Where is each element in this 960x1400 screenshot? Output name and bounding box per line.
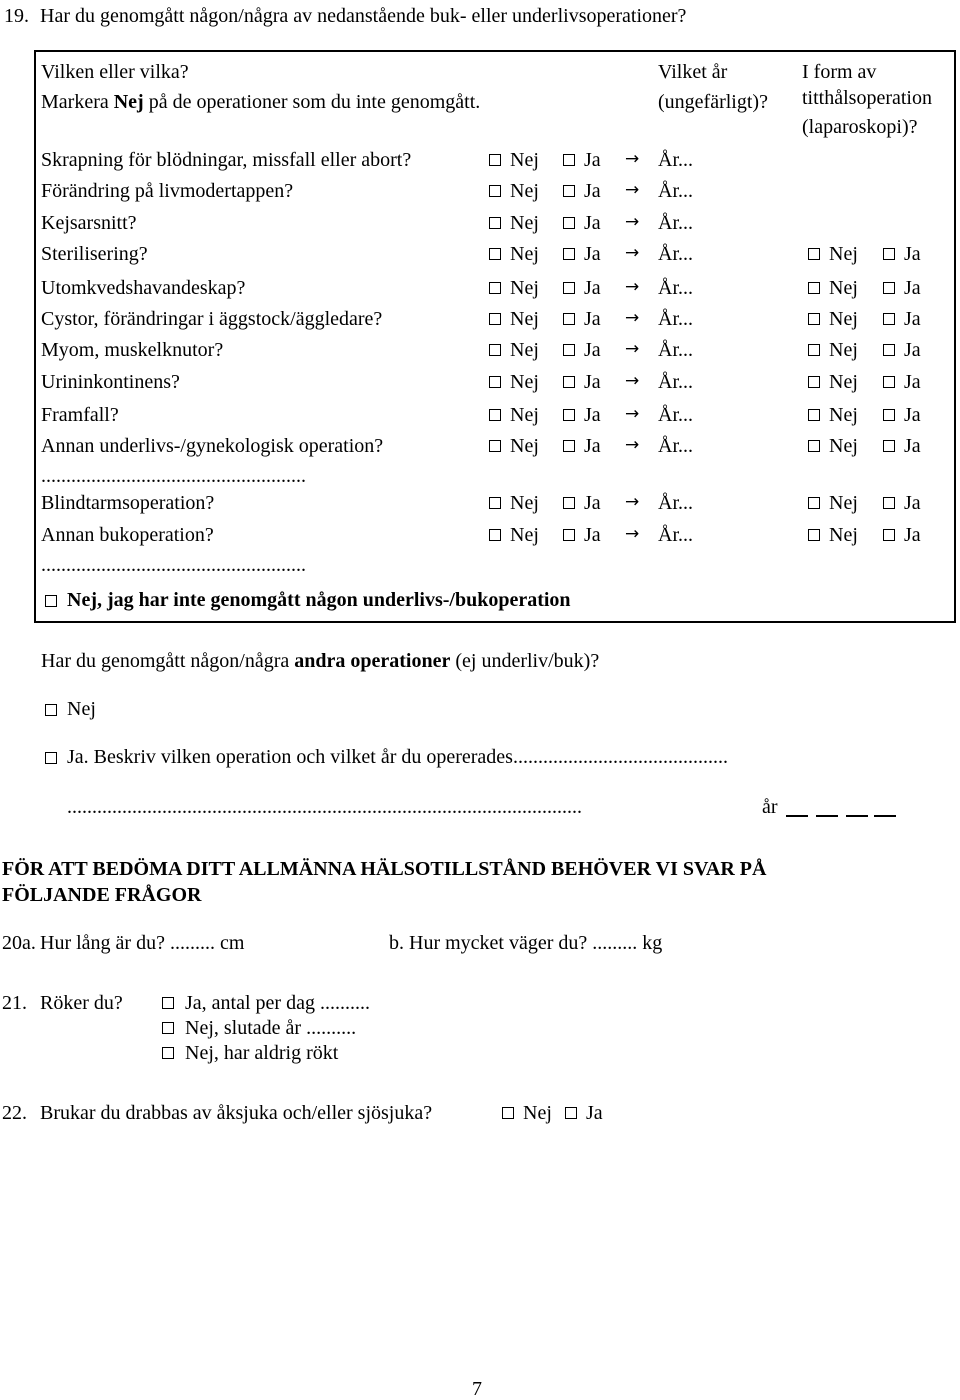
nej-label: Nej [510, 371, 539, 393]
ja-checkbox[interactable] [563, 217, 575, 229]
lap-nej-checkbox[interactable] [808, 248, 820, 260]
operation-label: Myom, muskelknutor? [41, 339, 224, 361]
ja-label: Ja [584, 149, 601, 171]
q22-nej-checkbox[interactable] [502, 1107, 514, 1119]
lap-ja-label: Ja [904, 404, 921, 426]
ja-checkbox[interactable] [563, 282, 575, 294]
other-ops-dots: ....................................................................................................... [67, 796, 582, 818]
lap-nej-checkbox[interactable] [808, 529, 820, 541]
year-digit-blank-2[interactable] [816, 815, 838, 817]
nej-checkbox[interactable] [489, 282, 501, 294]
arrow-right-icon: → [625, 404, 640, 424]
ja-label: Ja [584, 180, 601, 202]
q21-option-3: Nej, har aldrig rökt [185, 1042, 339, 1064]
q21-option-1: Ja, antal per dag .......... [185, 992, 370, 1014]
year-field[interactable]: År... [658, 149, 693, 171]
year-field[interactable]: År... [658, 212, 693, 234]
nej-checkbox[interactable] [489, 409, 501, 421]
lap-ja-checkbox[interactable] [883, 313, 895, 325]
lap-ja-checkbox[interactable] [883, 248, 895, 260]
q21-question: Röker du? [40, 992, 123, 1014]
lap-nej-label: Nej [829, 492, 858, 514]
ja-checkbox[interactable] [563, 497, 575, 509]
ja-checkbox[interactable] [563, 409, 575, 421]
ja-label: Ja [584, 277, 601, 299]
nej-checkbox[interactable] [489, 217, 501, 229]
ja-label: Ja [584, 339, 601, 361]
year-field[interactable]: År... [658, 404, 693, 426]
arrow-right-icon: → [625, 149, 640, 169]
header-lap-line1: I form av [802, 61, 877, 83]
nej-label: Nej [510, 435, 539, 457]
arrow-right-icon: → [625, 212, 640, 232]
nej-checkbox[interactable] [489, 248, 501, 260]
year-digit-blank-3[interactable] [846, 815, 868, 817]
nej-label: Nej [510, 404, 539, 426]
nej-label: Nej [510, 149, 539, 171]
lap-nej-label: Nej [829, 404, 858, 426]
arrow-right-icon: → [625, 180, 640, 200]
nej-checkbox[interactable] [489, 344, 501, 356]
nej-checkbox[interactable] [489, 529, 501, 541]
lap-nej-label: Nej [829, 339, 858, 361]
ja-label: Ja [584, 308, 601, 330]
header-which: Vilken eller vilka? [41, 61, 189, 83]
ja-checkbox[interactable] [563, 185, 575, 197]
ja-checkbox[interactable] [563, 313, 575, 325]
lap-nej-checkbox[interactable] [808, 282, 820, 294]
nej-label: Nej [510, 277, 539, 299]
nej-label: Nej [510, 243, 539, 265]
operation-label: Utomkvedshavandeskap? [41, 277, 246, 299]
nej-label: Nej [510, 308, 539, 330]
lap-nej-checkbox[interactable] [808, 440, 820, 452]
other-ops-question: Har du genomgått någon/några andra operationer (ej underliv/buk)? [41, 650, 600, 672]
lap-ja-checkbox[interactable] [883, 282, 895, 294]
lap-nej-checkbox[interactable] [808, 313, 820, 325]
year-field[interactable]: År... [658, 524, 693, 546]
arrow-right-icon: → [625, 524, 640, 544]
ja-checkbox[interactable] [563, 440, 575, 452]
lap-ja-checkbox[interactable] [883, 376, 895, 388]
lap-nej-label: Nej [829, 371, 858, 393]
ja-label: Ja [584, 435, 601, 457]
q19-number: 19. [4, 5, 29, 27]
lap-ja-checkbox[interactable] [883, 440, 895, 452]
ja-checkbox[interactable] [563, 344, 575, 356]
lap-nej-checkbox[interactable] [808, 344, 820, 356]
nej-label: Nej [510, 492, 539, 514]
nej-checkbox[interactable] [489, 497, 501, 509]
arrow-right-icon: → [625, 339, 640, 359]
year-field[interactable]: År... [658, 308, 693, 330]
lap-ja-label: Ja [904, 524, 921, 546]
q19-question: Har du genomgått någon/några av nedanstående buk- eller underlivsoperationer? [40, 5, 687, 27]
nej-label: Nej [510, 339, 539, 361]
q22-nej-label: Nej [523, 1102, 552, 1124]
q22-ja-label: Ja [586, 1102, 603, 1124]
lap-ja-checkbox[interactable] [883, 529, 895, 541]
q21-option-2-checkbox[interactable] [162, 1022, 174, 1034]
lap-ja-label: Ja [904, 435, 921, 457]
lap-nej-checkbox[interactable] [808, 409, 820, 421]
year-field[interactable]: År... [658, 435, 693, 457]
ja-checkbox[interactable] [563, 154, 575, 166]
q20-height: Hur lång är du? ......... cm [40, 932, 245, 954]
q21-option-3-checkbox[interactable] [162, 1047, 174, 1059]
q21-option-1-checkbox[interactable] [162, 997, 174, 1009]
operation-label: Kejsarsnitt? [41, 212, 137, 234]
page-number: 7 [472, 1378, 482, 1400]
year-digit-blank-1[interactable] [786, 815, 808, 817]
year-field[interactable]: År... [658, 492, 693, 514]
nej-label: Nej [510, 180, 539, 202]
lap-ja-checkbox[interactable] [883, 344, 895, 356]
nej-checkbox[interactable] [489, 376, 501, 388]
lap-nej-label: Nej [829, 524, 858, 546]
operation-label: Urininkontinens? [41, 371, 180, 393]
lap-nej-label: Nej [829, 435, 858, 457]
lap-nej-checkbox[interactable] [808, 497, 820, 509]
q22-question: Brukar du drabbas av åksjuka och/eller sjösjuka? [40, 1102, 433, 1124]
other-ops-year-word: år [762, 796, 778, 818]
lap-nej-checkbox[interactable] [808, 376, 820, 388]
nej-checkbox[interactable] [489, 440, 501, 452]
q22-ja-checkbox[interactable] [565, 1107, 577, 1119]
lap-nej-label: Nej [829, 277, 858, 299]
other-ops-nej-label: Nej [67, 698, 96, 720]
nej-label: Nej [510, 524, 539, 546]
ja-label: Ja [584, 371, 601, 393]
section-heading-line1: FÖR ATT BEDÖMA DITT ALLMÄNNA HÄLSOTILLSTÅND BEHÖVER VI SVAR PÅ [2, 858, 767, 880]
year-field[interactable]: År... [658, 243, 693, 265]
nej-checkbox[interactable] [489, 313, 501, 325]
lap-nej-label: Nej [829, 308, 858, 330]
other-ops-ja-checkbox[interactable] [45, 752, 57, 764]
nej-checkbox[interactable] [489, 154, 501, 166]
lap-ja-label: Ja [904, 492, 921, 514]
operation-label: Blindtarmsoperation? [41, 492, 215, 514]
ja-checkbox[interactable] [563, 529, 575, 541]
other-gyn-dots: ..................................................... [41, 465, 306, 487]
header-year-line1: Vilket år [658, 61, 728, 83]
arrow-right-icon: → [625, 435, 640, 455]
q20-weight: b. Hur mycket väger du? ......... kg [389, 932, 663, 954]
year-digit-blank-4[interactable] [874, 815, 896, 817]
operation-label: Annan bukoperation? [41, 524, 214, 546]
ja-label: Ja [584, 212, 601, 234]
q21-number: 21. [2, 992, 27, 1014]
year-field[interactable]: År... [658, 180, 693, 202]
section-heading-line2: FÖLJANDE FRÅGOR [2, 884, 202, 906]
q22-number: 22. [2, 1102, 27, 1124]
lap-ja-label: Ja [904, 308, 921, 330]
operation-label: Skrapning för blödningar, missfall eller abort? [41, 149, 412, 171]
year-field[interactable]: År... [658, 277, 693, 299]
ja-label: Ja [584, 404, 601, 426]
operation-label: Annan underlivs-/gynekologisk operation? [41, 435, 384, 457]
lap-ja-label: Ja [904, 243, 921, 265]
operation-label: Framfall? [41, 404, 119, 426]
lap-ja-checkbox[interactable] [883, 409, 895, 421]
other-ops-nej-checkbox[interactable] [45, 704, 57, 716]
year-field[interactable]: År... [658, 371, 693, 393]
header-lap-line3: (laparoskopi)? [802, 116, 918, 138]
nej-checkbox[interactable] [489, 185, 501, 197]
q21-option-2: Nej, slutade år .......... [185, 1017, 357, 1039]
arrow-right-icon: → [625, 308, 640, 328]
arrow-right-icon: → [625, 277, 640, 297]
other-ops-ja-label: Ja. Beskriv vilken operation och vilket år du opererades........................................... [67, 746, 728, 768]
header-year-line2: (ungefärligt)? [658, 91, 768, 113]
year-field[interactable]: År... [658, 339, 693, 361]
header-lap-line2: titthålsoperation [802, 87, 932, 109]
lap-nej-label: Nej [829, 243, 858, 265]
ja-label: Ja [584, 243, 601, 265]
lap-ja-label: Ja [904, 371, 921, 393]
header-mark-instruction: Markera Nej på de operationer som du inte genomgått. [41, 91, 481, 113]
arrow-right-icon: → [625, 371, 640, 391]
lap-ja-checkbox[interactable] [883, 497, 895, 509]
arrow-right-icon: → [625, 492, 640, 512]
none-label: Nej, jag har inte genomgått någon underlivs-/bukoperation [67, 589, 571, 611]
nej-label: Nej [510, 212, 539, 234]
operation-label: Förändring på livmodertappen? [41, 180, 294, 202]
other-abdominal-dots: ..................................................... [41, 554, 306, 576]
lap-ja-label: Ja [904, 339, 921, 361]
arrow-right-icon: → [625, 243, 640, 263]
ja-checkbox[interactable] [563, 376, 575, 388]
ja-checkbox[interactable] [563, 248, 575, 260]
operation-label: Cystor, förändringar i äggstock/äggledare? [41, 308, 383, 330]
ja-label: Ja [584, 524, 601, 546]
none-checkbox[interactable] [45, 595, 57, 607]
q20-number: 20a. [2, 932, 36, 954]
ja-label: Ja [584, 492, 601, 514]
lap-ja-label: Ja [904, 277, 921, 299]
operation-label: Sterilisering? [41, 243, 148, 265]
